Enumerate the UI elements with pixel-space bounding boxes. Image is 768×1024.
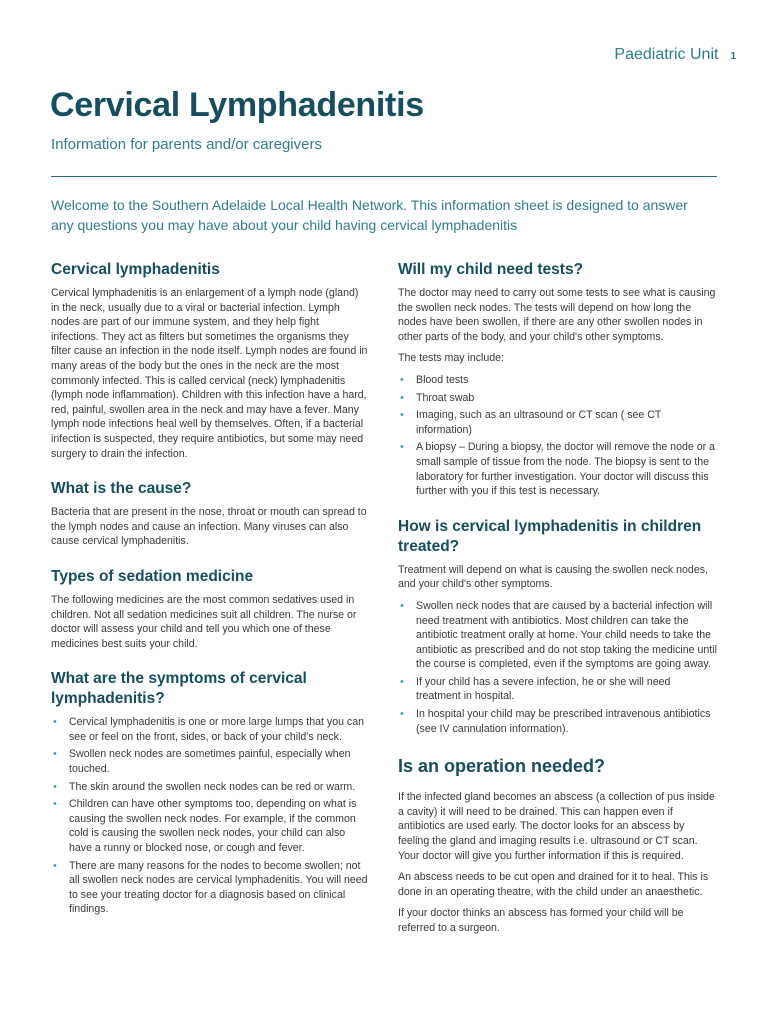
bullet-icon: • bbox=[53, 780, 57, 793]
section-operation bbox=[398, 754, 718, 935]
list-item: • Throat swab bbox=[400, 391, 475, 404]
list-item: • Children can have other symptoms too, depending on what is causing the swollen neck nodes. For example, if the common cold is causing the swollen neck nodes, your child can also have a runny or blocked nose, or cough and fever. bbox=[53, 798, 357, 855]
section-heading: Cervical lymphadenitis bbox=[51, 261, 220, 278]
bullet-icon: • bbox=[400, 373, 404, 386]
section-heading: Will my child need tests? bbox=[398, 261, 584, 278]
symptoms-list bbox=[51, 715, 369, 917]
treatment-list bbox=[398, 599, 718, 736]
section-paragraph: An abscess needs to be cut open and drained for it to heal. This is done in an operating theatre, with the child under an anaesthetic. bbox=[398, 871, 709, 898]
section-heading: What is the cause? bbox=[51, 480, 192, 498]
list-item: • In hospital your child may be prescribed intravenous antibiotics (see IV cannulation information). bbox=[400, 708, 711, 735]
section-paragraph: If the infected gland becomes an abscess (a collection of pus inside a cavity) it will need to be drained. This can happen even if antibiotics are used early. The doctor looks for an abscess by feeling the gland and imaging results i.e. ultrasound or CT scan. Your doctor will give you further information if this is required. bbox=[398, 791, 715, 862]
section-symptoms bbox=[51, 669, 369, 917]
list-item: • A biopsy – During a biopsy, the doctor will remove the node or a small sample of tissue from the node. The biopsy is sent to the laboratory for further investigation. Your doctor will discuss this further with you if this test is necessary. bbox=[400, 441, 715, 498]
section-paragraph: The doctor may need to carry out some tests to see what is causing the swollen neck nodes. The tests will depend on how long the nodes have been swollen, if there are any other swollen nodes in other parts of the body, and your child's other symptoms. bbox=[398, 287, 716, 343]
list-item: • The skin around the swollen neck nodes can be red or warm. bbox=[53, 780, 356, 793]
section-cause bbox=[51, 479, 369, 549]
list-item: • Cervical lymphadenitis is one or more large lumps that you can see or feel on the front, sides, or back of your child's neck. bbox=[53, 716, 364, 743]
bullet-icon: • bbox=[400, 675, 404, 688]
page-title: Cervical Lymphadenitis bbox=[50, 86, 424, 124]
unit-name: Paediatric Unit bbox=[614, 46, 719, 63]
section-paragraph: If your doctor thinks an abscess has formed your child will be referred to a surgeon. bbox=[398, 907, 684, 934]
bullet-icon: • bbox=[53, 798, 57, 811]
section-paragraph: The following medicines are the most common sedatives used in children. Not all sedation medicines suit all children. The nurse or doctor will assess your child and tell you which one of these medicines best suits your child. bbox=[51, 593, 357, 650]
bullet-icon: • bbox=[53, 748, 57, 761]
page-subtitle: Information for parents and/or caregivers bbox=[51, 136, 322, 153]
bullet-icon: • bbox=[53, 716, 57, 729]
section-heading: How is cervical lymphadenitis in children treated? bbox=[398, 517, 702, 555]
tests-list bbox=[398, 373, 718, 499]
bullet-icon: • bbox=[53, 859, 57, 872]
bullet-icon: • bbox=[400, 708, 404, 721]
list-item: • There are many reasons for the nodes to become swollen; not all swollen neck nodes are cervical lymphadenitis. You will need to see your treating doctor for a diagnosis based on clinical findings. bbox=[53, 859, 368, 916]
section-cervical-lymphadenitis bbox=[51, 260, 369, 461]
section-paragraph: The tests may include: bbox=[398, 352, 504, 365]
page-number: 1 bbox=[730, 51, 736, 62]
intro-text: Welcome to the Southern Adelaide Local Health Network. This information sheet is designed to answer any questions you may have about your child having cervical lymphadenitis bbox=[51, 197, 688, 233]
section-paragraph: Bacteria that are present in the nose, throat or mouth can spread to the lymph nodes and cause an infection. Many viruses can also cause cervical lymphadenitis. bbox=[51, 506, 367, 548]
left-column bbox=[51, 260, 369, 935]
bullet-icon: • bbox=[400, 409, 404, 422]
header bbox=[614, 46, 736, 64]
right-column bbox=[398, 260, 718, 954]
section-heading: What are the symptoms of cervical lymphadenitis? bbox=[51, 670, 307, 708]
section-paragraph: Cervical lymphadenitis is an enlargement of a lymph node (gland) in the neck, usually due to a viral or bacterial infection. Lymph nodes are part of our immune system, and they help fight infections. They act as filters but sometimes the organisms they filter cause an infection in the node itself. Lymph nodes are found in many areas of the body but the ones in the neck are the most commonly infected. This is called cervical (neck) lymphadenitis (lymph node inflammation). Children with this infection have a hard, red, painful, swollen area in the neck and may have a fever. Many lymph node infections heal well by themselves. Often, if a bacterial infection is suspected, they require antibiotics, but some may need surgery to drain the infection. bbox=[51, 287, 368, 460]
section-treatment bbox=[398, 517, 718, 737]
divider bbox=[51, 176, 717, 177]
section-paragraph: Treatment will depend on what is causing the swollen neck nodes, and your child's other symptoms. bbox=[398, 563, 708, 591]
bullet-icon: • bbox=[400, 441, 404, 454]
bullet-icon: • bbox=[400, 391, 404, 404]
section-tests bbox=[398, 260, 718, 499]
bullet-icon: • bbox=[400, 599, 404, 612]
section-heading: Is an operation needed? bbox=[398, 756, 606, 777]
list-item: • Swollen neck nodes are sometimes painful, especially when touched. bbox=[53, 748, 351, 776]
list-item: • Swollen neck nodes that are caused by a bacterial infection will need treatment with antibiotics. Most children can take the antibiotic treatment orally at home. Your child needs to take the antibiotic as prescribed and do not stop taking the medicine until the course is completed, even if the symptoms are going away. bbox=[400, 599, 717, 671]
list-item: • Blood tests bbox=[400, 373, 469, 386]
section-heading: Types of sedation medicine bbox=[51, 567, 254, 585]
list-item: • If your child has a severe infection, he or she will need treatment in hospital. bbox=[400, 675, 671, 703]
section-sedation bbox=[51, 567, 369, 651]
list-item: • Imaging, such as an ultrasound or CT scan ( see CT information) bbox=[400, 409, 662, 436]
